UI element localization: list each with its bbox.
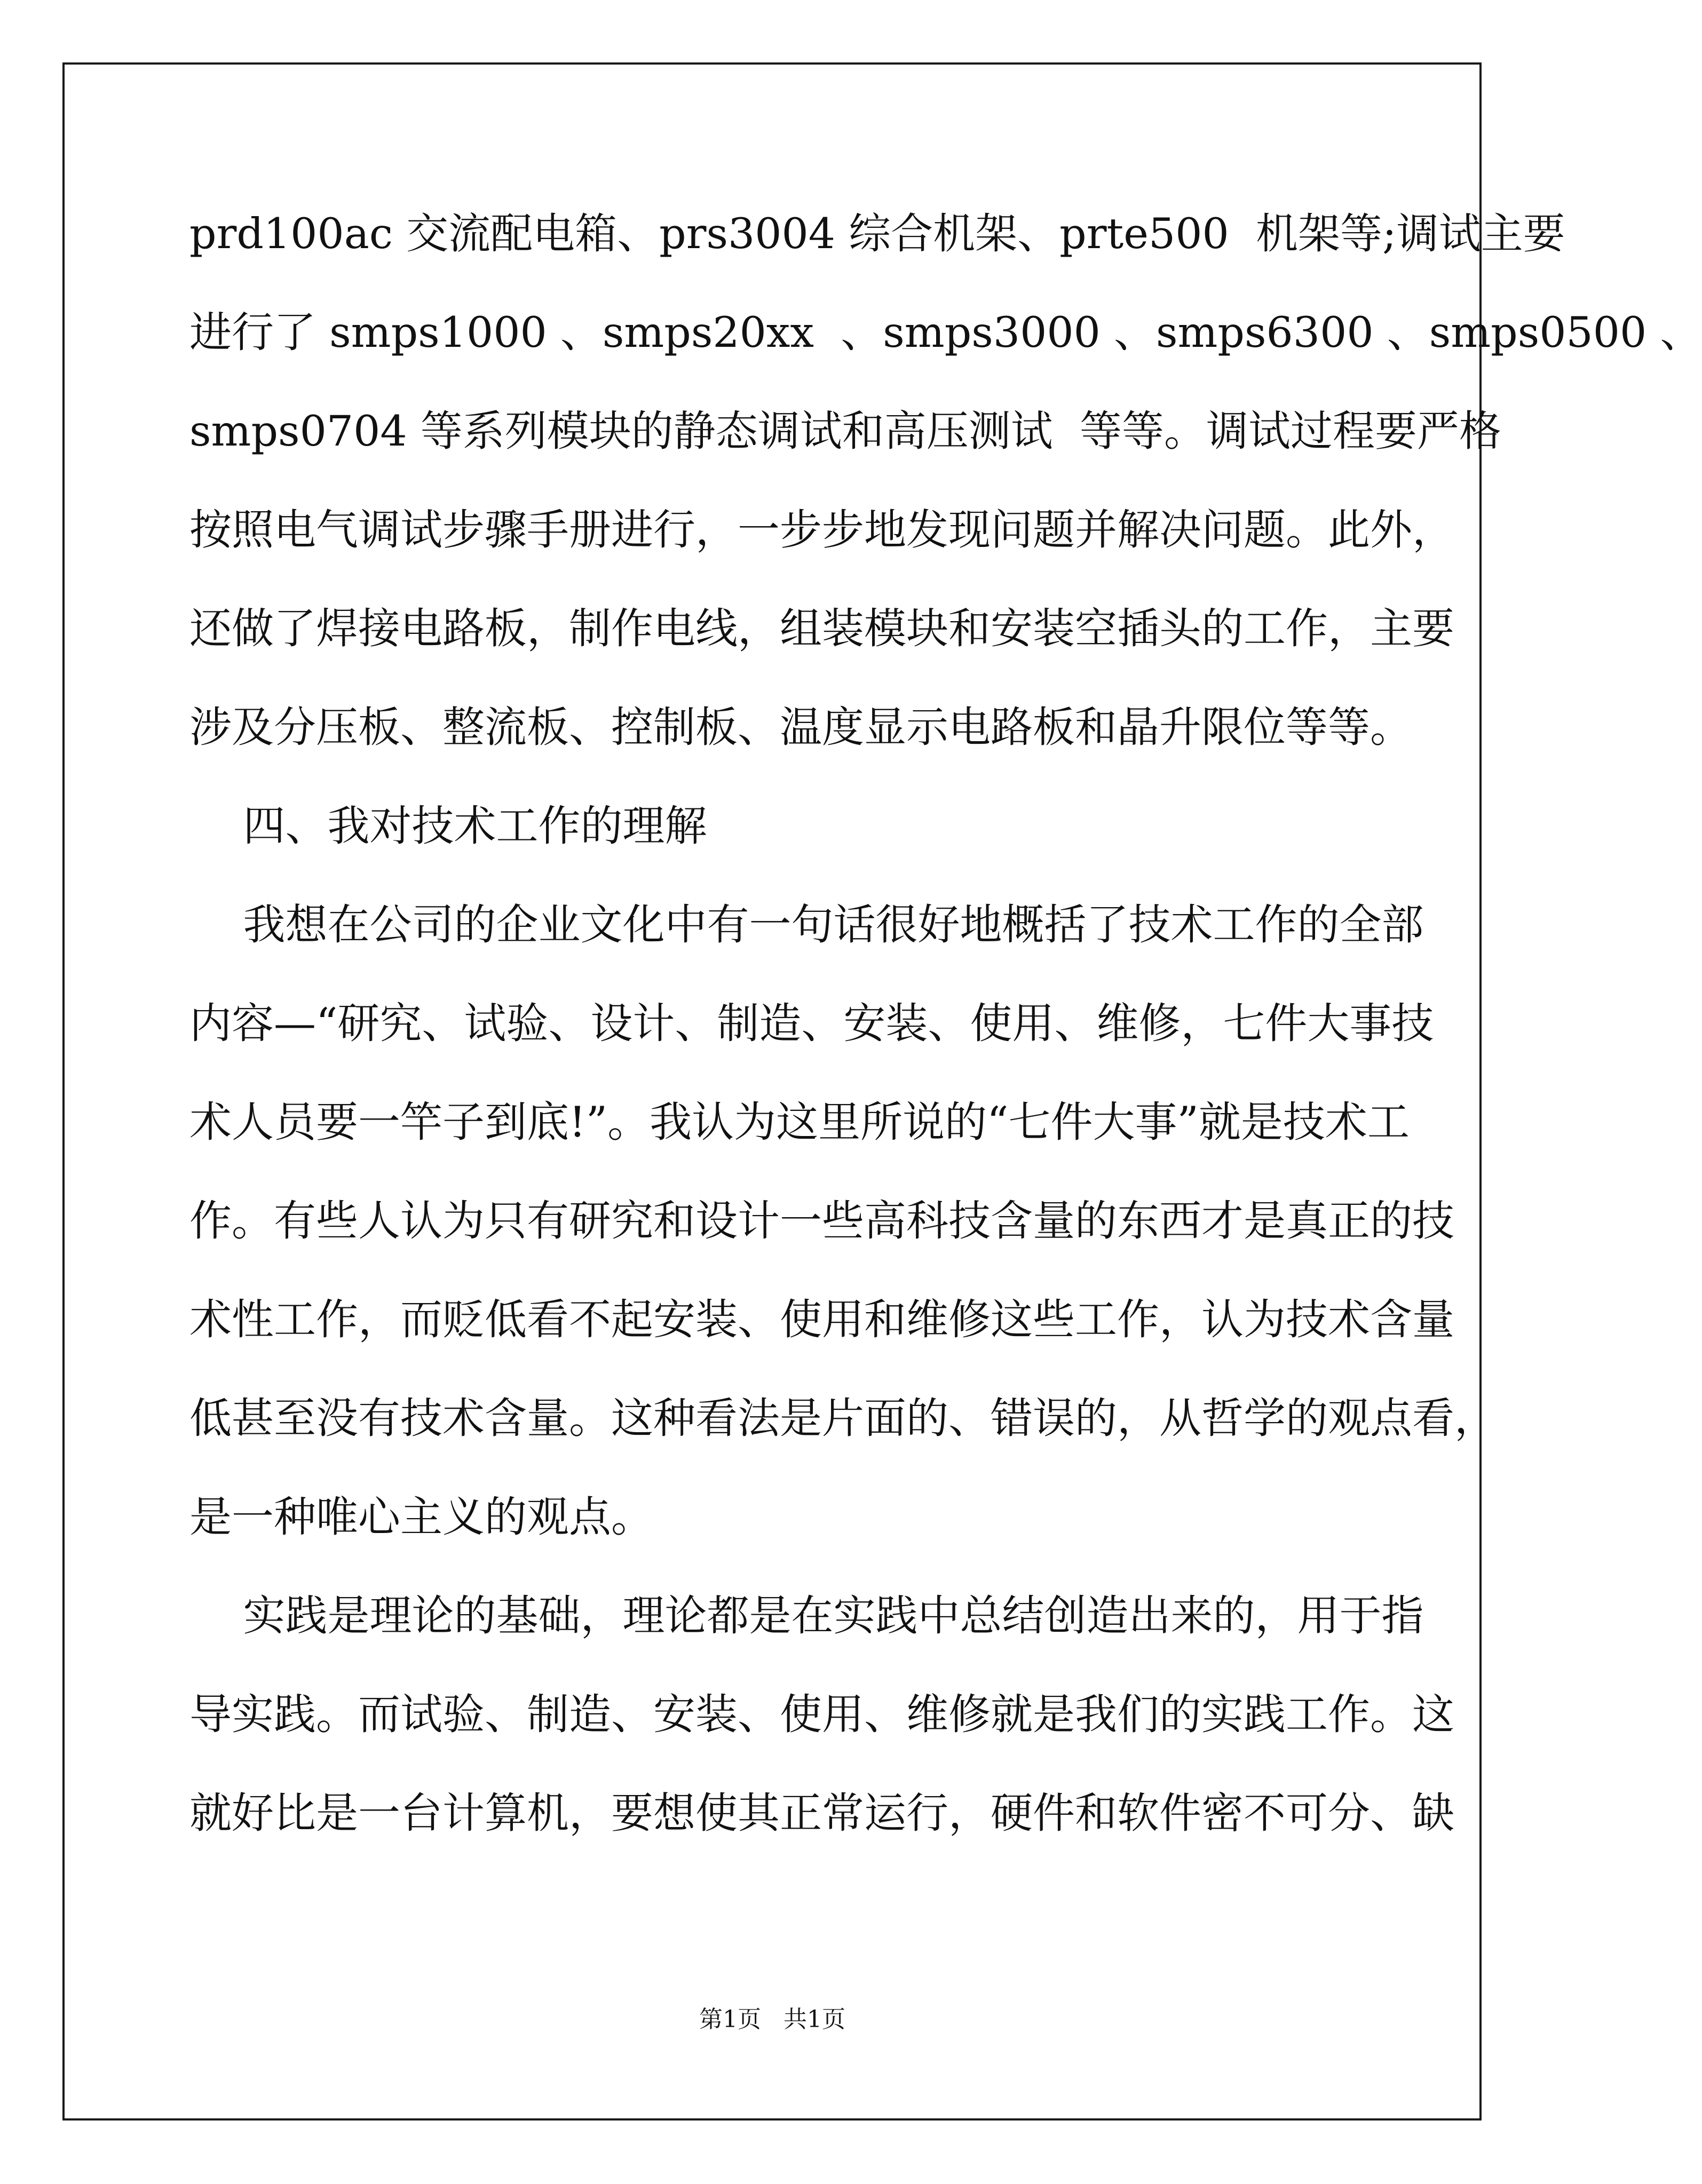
text-line: prd100ac 交流配电箱、prs3004 综合机架、prte500 机架等;调试主要 (189, 209, 1565, 258)
text-line: 就好比是一台计算机，要想使其正常运行，硬件和软件密不可分、缺 (189, 1789, 1454, 1838)
text-line: 实践是理论的基础，理论都是在实践中总结创造出来的，用于指 (189, 1591, 1424, 1640)
text-line: 我想在公司的企业文化中有一句话很好地概括了技术工作的全部 (189, 900, 1424, 949)
text-line: 术性工作，而贬低看不起安装、使用和维修这些工作，认为技术含量 (189, 1295, 1454, 1344)
text-line: 导实践。而试验、制造、安装、使用、维修就是我们的实践工作。这 (189, 1690, 1454, 1739)
text-line: 还做了焊接电路板，制作电线，组装模块和安装空插头的工作，主要 (189, 604, 1454, 653)
text-line: 进行了 smps1000 、smps20xx 、smps3000 、smps6300 、smps0500 、 (189, 308, 1702, 357)
section-heading: 四、我对技术工作的理解 (189, 801, 707, 851)
text-line: 内容—“研究、试验、设计、制造、安装、使用、维修，七件大事技 (189, 999, 1434, 1048)
text-line: smps0704 等系列模块的静态调试和高压测试 等等。调试过程要严格 (189, 407, 1501, 456)
text-line: 按照电气调试步骤手册进行，一步步地发现问题并解决问题。此外， (189, 505, 1454, 554)
page-footer: 第1页 共1页 (699, 2006, 845, 2033)
text-line: 涉及分压板、整流板、控制板、温度显示电路板和晶升限位等等。 (189, 703, 1412, 752)
text-line: 作。有些人认为只有研究和设计一些高科技含量的东西才是真正的技 (189, 1196, 1454, 1245)
text-line: 低甚至没有技术含量。这种看法是片面的、错误的，从哲学的观点看， (189, 1394, 1497, 1443)
text-line: 是一种唯心主义的观点。 (189, 1492, 653, 1542)
text-line: 术人员要一竿子到底!”。我认为这里所说的“七件大事”就是技术工 (189, 1098, 1410, 1147)
